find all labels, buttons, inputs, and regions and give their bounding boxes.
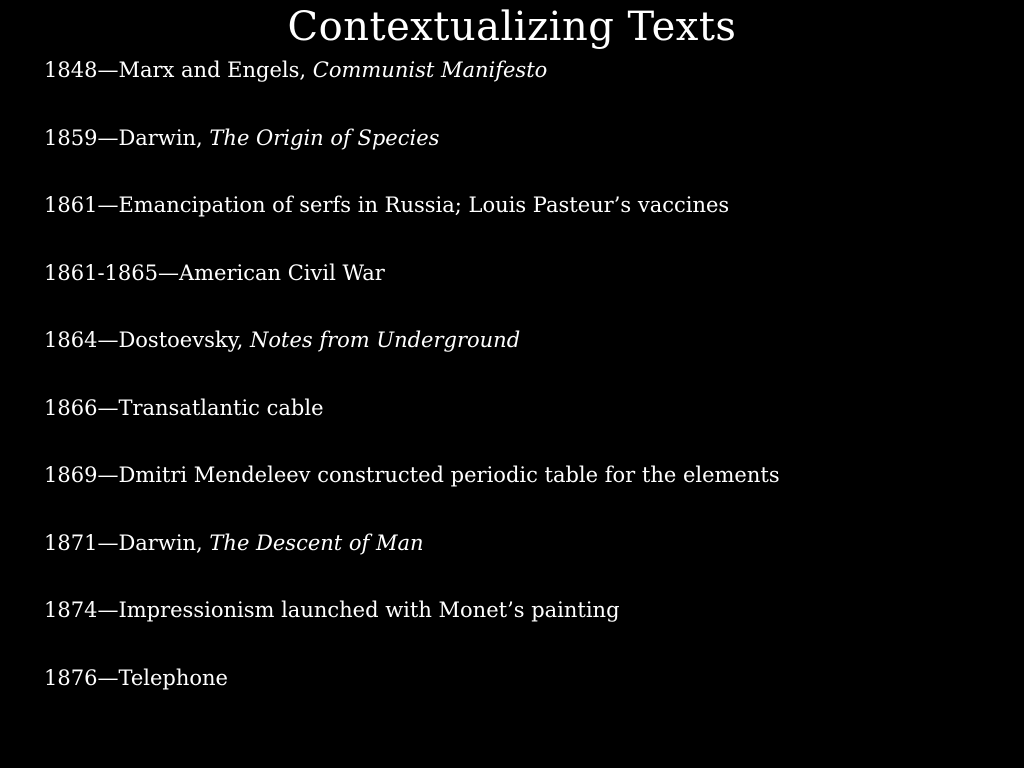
timeline-item-work-title: Notes from Underground [250, 328, 521, 352]
timeline-item [44, 596, 1004, 664]
timeline-item-work-title: Communist Manifesto [312, 58, 548, 82]
timeline-item-text: 1848—Marx and Engels, [44, 58, 313, 82]
timeline-item-text: 1861-1865—American Civil War [44, 260, 385, 285]
timeline-item [44, 664, 1004, 732]
timeline-item [44, 326, 1004, 394]
timeline-item [44, 56, 1004, 124]
timeline-item [44, 191, 1004, 259]
timeline-item-text: 1869—Dmitri Mendeleev constructed periodic table for the elements [44, 463, 780, 487]
timeline-item-text: 1864—Dostoevsky, [44, 328, 251, 352]
timeline-item [44, 529, 1004, 597]
timeline-item-work-title: The Origin of Species [209, 125, 440, 150]
timeline-item-text: 1874—Impressionism launched with Monet’s painting [44, 598, 620, 622]
timeline-item-text: 1876—Telephone [44, 665, 228, 690]
timeline-item-text: 1871—Darwin, [44, 530, 210, 555]
timeline-item [44, 461, 1004, 529]
slide-title: Contextualizing Texts [287, 4, 737, 50]
timeline-item [44, 259, 1004, 327]
timeline-item-text: 1866—Transatlantic cable [44, 395, 324, 420]
timeline-list [44, 56, 1004, 731]
timeline-item-text: 1859—Darwin, [44, 125, 210, 150]
timeline-item [44, 124, 1004, 192]
timeline-item-work-title: The Descent of Man [209, 530, 424, 555]
timeline-item-text: 1861—Emancipation of serfs in Russia; Louis Pasteur’s vaccines [44, 193, 730, 217]
timeline-item [44, 394, 1004, 462]
